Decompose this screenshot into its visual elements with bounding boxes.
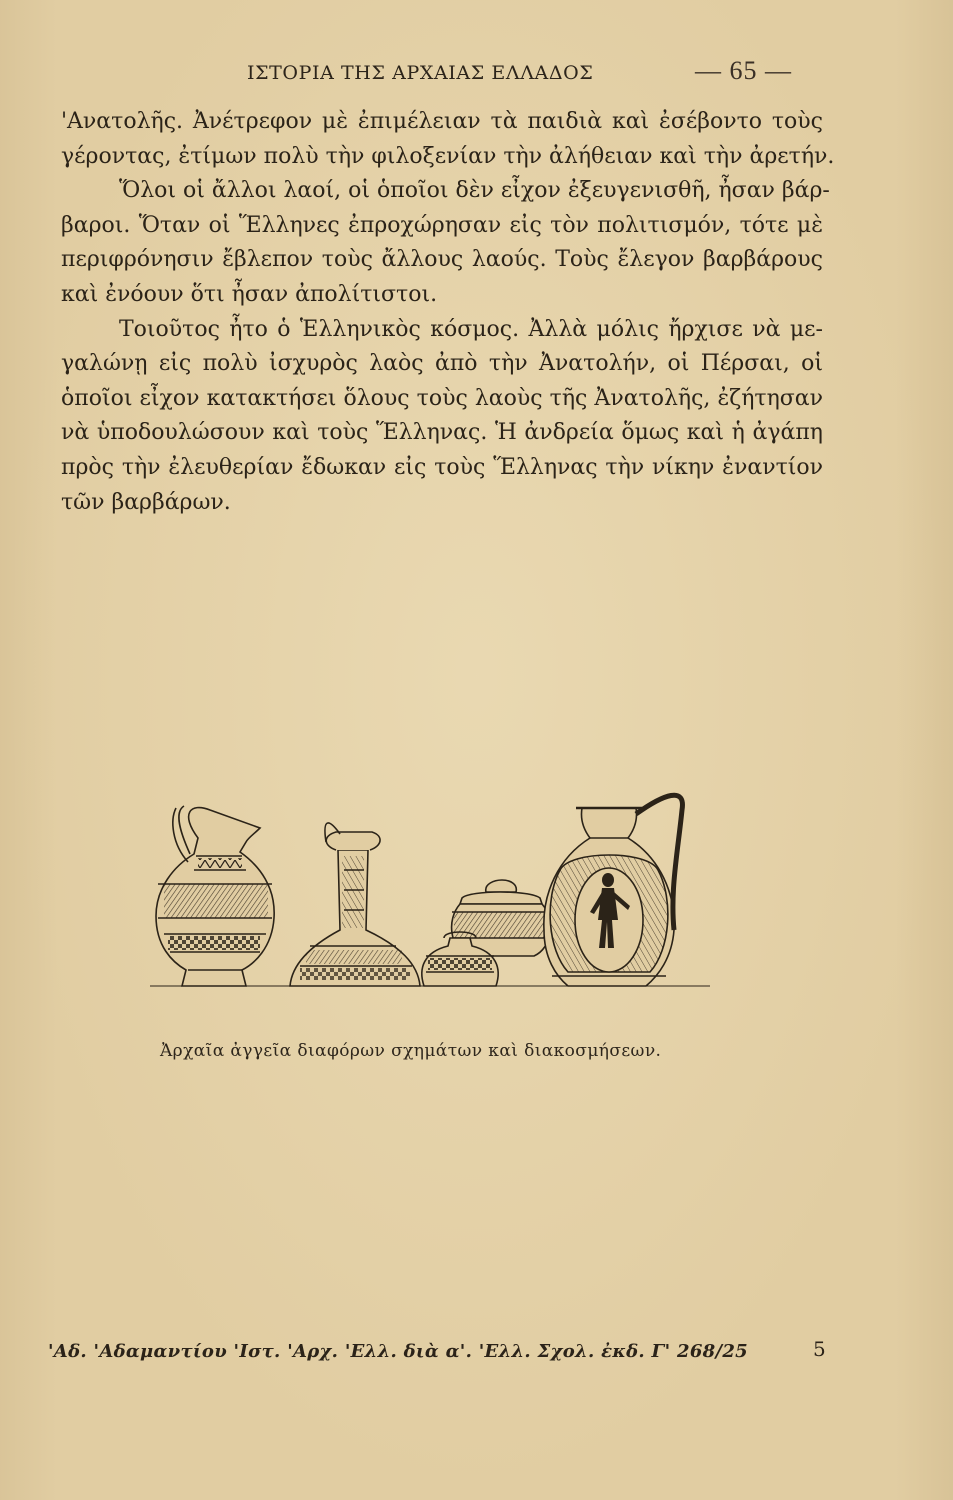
page-number: — 65 — <box>695 56 792 85</box>
text-line: Τοιοῦτος ἦτο ὁ Ἑλληνικὸς κόσμος. Ἀλλὰ μόλις ἤρχισε νὰ με- <box>119 316 823 342</box>
text-line: Ὅλοι οἱ ἄλλοι λαοί, οἱ ὁποῖοι δὲν εἶχον ἐξευγενισθῆ, ἦσαν βάρ- <box>119 178 830 204</box>
figured-jug-vase <box>544 795 683 986</box>
printer-imprint <box>48 1337 828 1362</box>
running-title: ΙΣΤΟΡΙΑ ΤΗΣ ΑΡΧΑΙΑΣ ΕΛΛΑΔΟΣ <box>247 62 594 84</box>
text-line: βαροι. Ὅταν οἱ Ἕλληνες ἐπροχώρησαν εἰς τὸν πολιτισμόν, τότε μὲ <box>61 212 823 238</box>
signature-mark: 5 <box>813 1337 827 1361</box>
text-line: γαλώνῃ εἰς πολὺ ἰσχυρὸς λαὸς ἀπὸ τὴν Ἀνατολήν, οἱ Πέρσαι, οἱ <box>61 351 823 377</box>
text-line: ὁποῖοι εἶχον κατακτήσει ὅλους τοὺς λαοὺς τῆς Ἀνατολῆς, ἐζήτησαν <box>61 385 823 411</box>
text-line: 'Ανατολῆς. Ἀνέτρεφον μὲ ἐπιμέλειαν τὰ παιδιὰ καὶ ἐσέβοντο τοὺς <box>61 109 823 134</box>
oinochoe-vase <box>156 806 274 986</box>
imprint-text: 'Αδ. 'Αδαμαντίου 'Ιστ. 'Αρχ. 'Ελλ. διὰ α'. 'Ελλ. Σχολ. ἐκδ. Γ' 268/25 <box>48 1341 749 1362</box>
flask-vase <box>290 823 420 986</box>
vases-illustration <box>150 780 710 1010</box>
running-head <box>247 58 817 92</box>
figure-caption: Ἀρχαῖα ἀγγεῖα διαφόρων σχημάτων καὶ διακοσμήσεων. <box>160 1041 662 1061</box>
text-line: περιφρόνησιν ἔβλεπον τοὺς ἄλλους λαούς. Τοὺς ἔλεγον βαρβάρους <box>61 247 823 273</box>
text-line: καὶ ἐνόουν ὅτι ἦσαν ἀπολίτιστοι. <box>61 281 438 307</box>
text-line: τῶν βαρβάρων. <box>61 489 231 515</box>
body-text <box>61 105 835 520</box>
text-line: γέροντας, ἐτίμων πολὺ τὴν φιλοξενίαν τὴν ἀλήθειαν καὶ τὴν ἀρετήν. <box>61 143 835 169</box>
text-line: πρὸς τὴν ἐλευθερίαν ἔδωκαν εἰς τοὺς Ἕλληνας τὴν νίκην ἐναντίον <box>61 454 823 480</box>
text-line: νὰ ὑποδουλώσουν καὶ τοὺς Ἕλληνας. Ἡ ἀνδρεία ὅμως καὶ ἡ ἀγάπη <box>61 420 823 446</box>
